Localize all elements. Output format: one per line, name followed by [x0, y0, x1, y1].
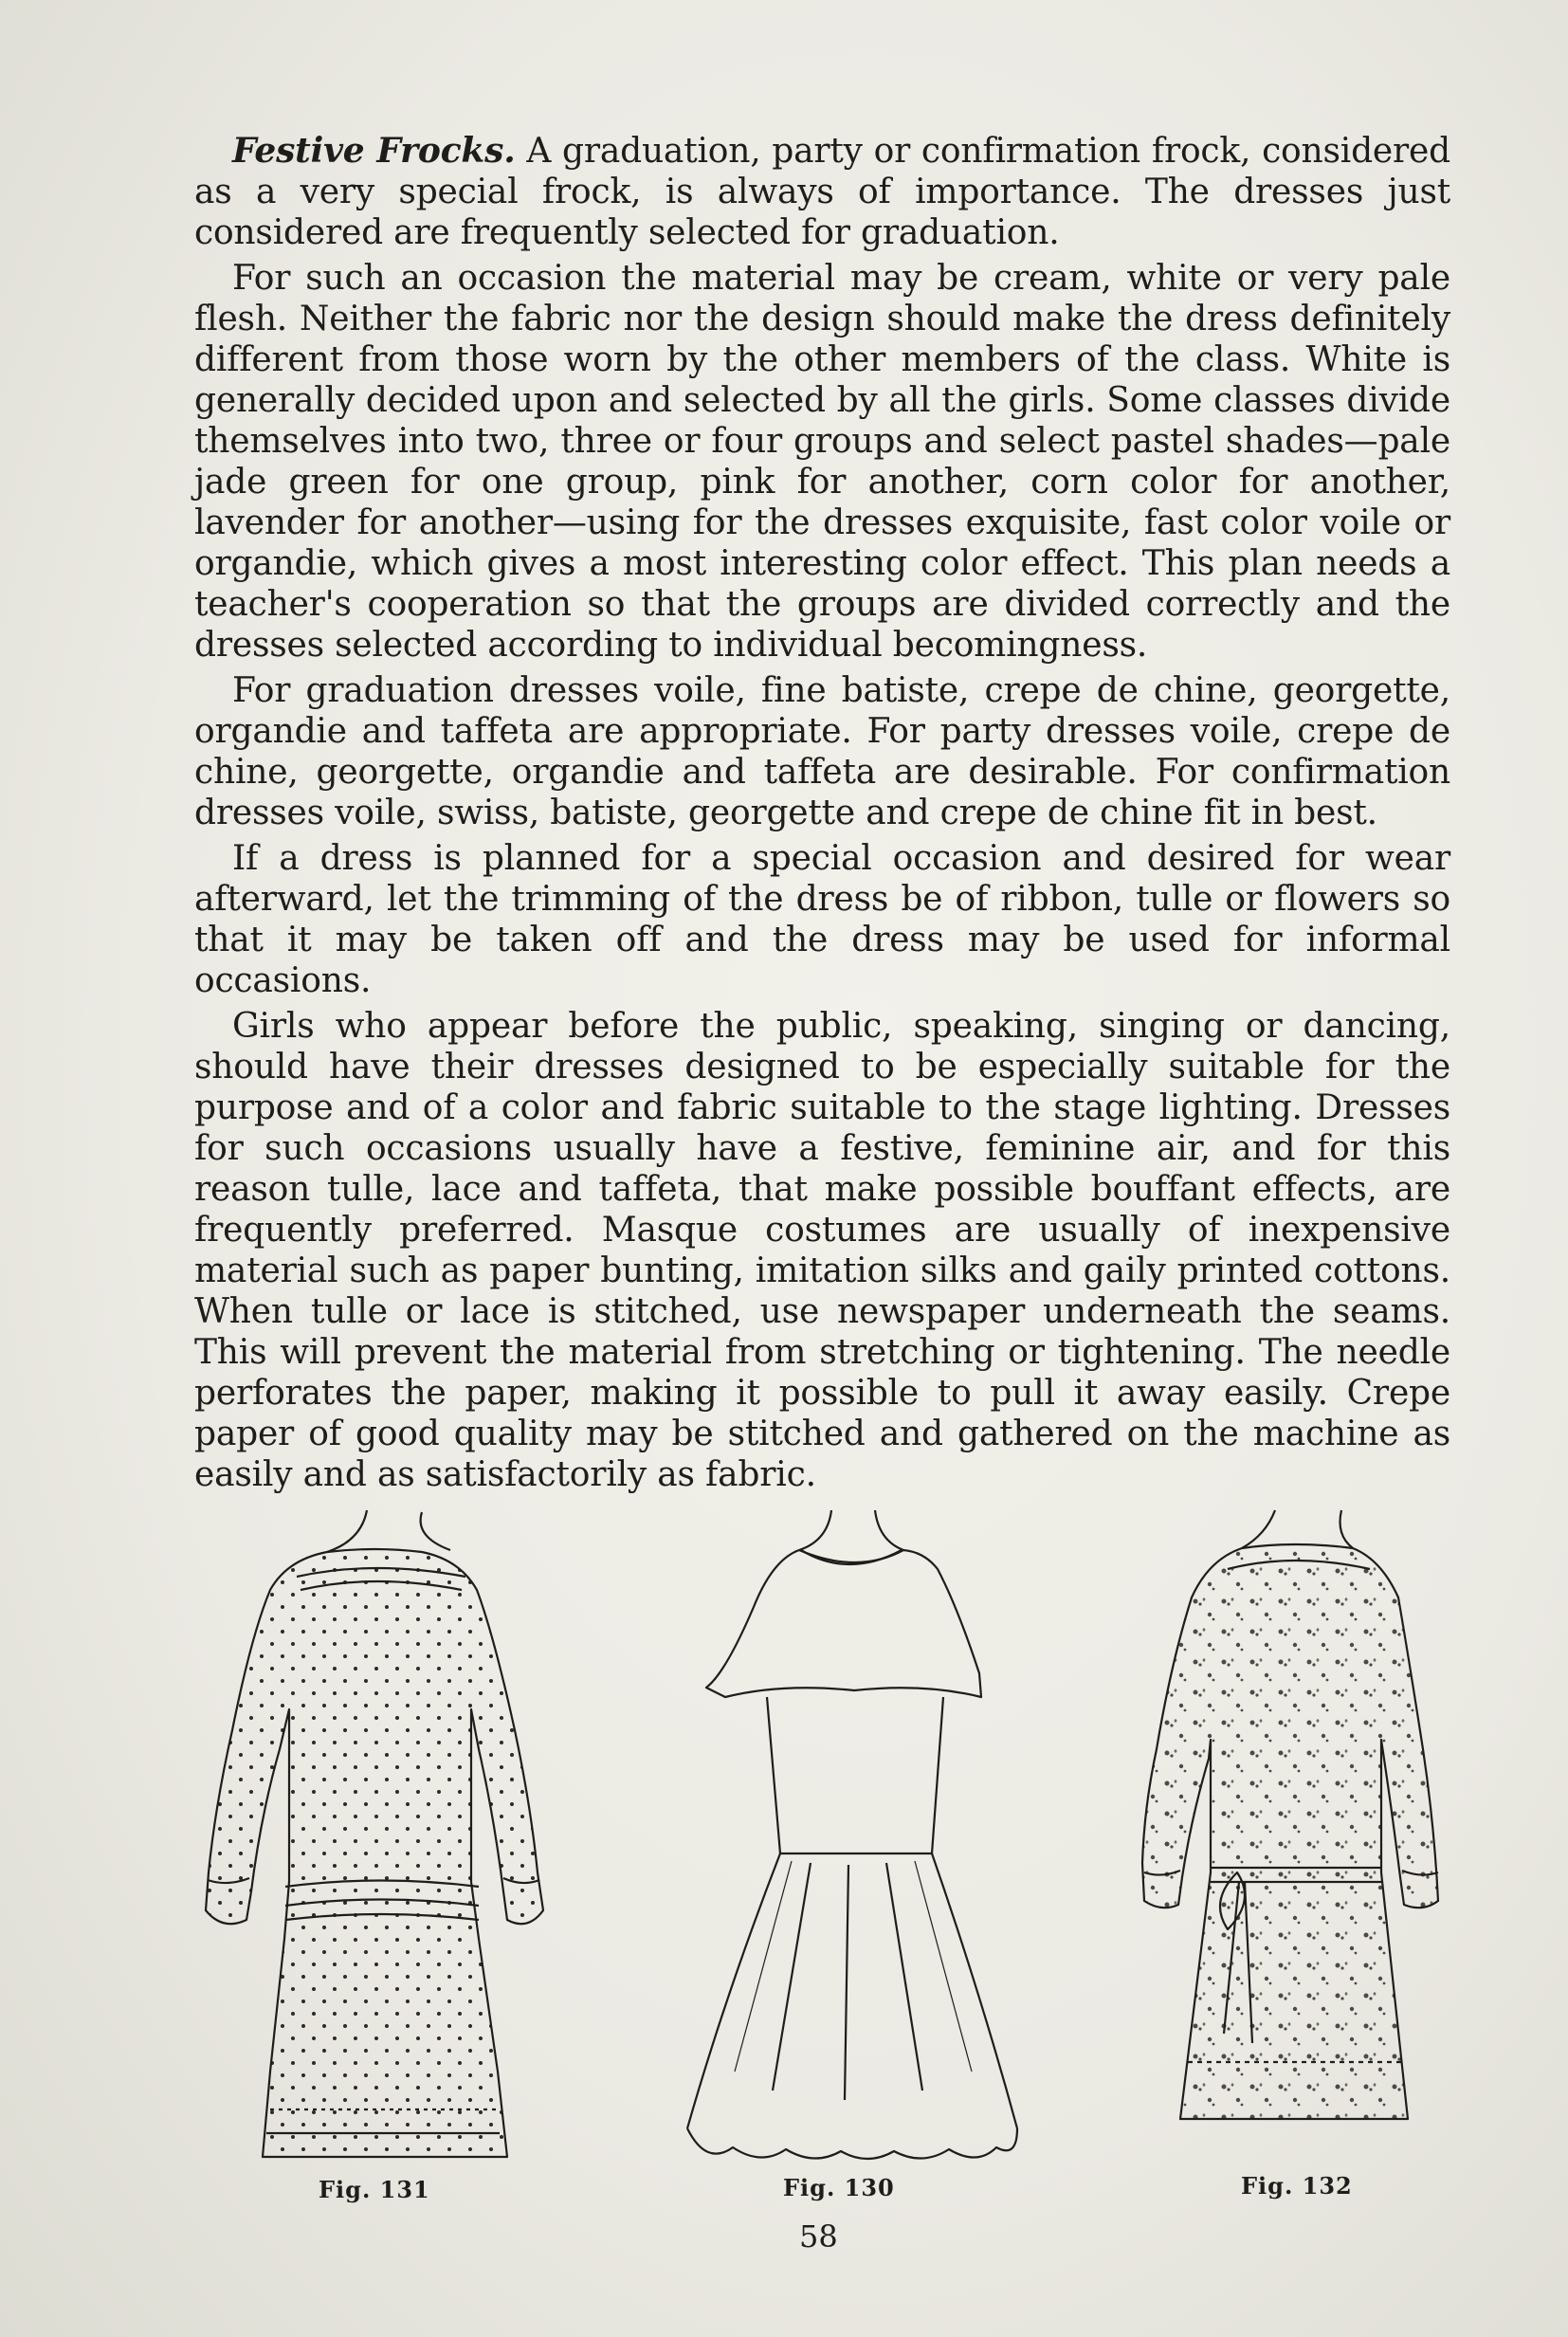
section-heading: Festive Frocks.	[232, 131, 516, 171]
figure-caption: Fig. 131	[319, 2176, 430, 2203]
caped-scalloped-hem-dress-illustration	[668, 1503, 1029, 2166]
body-text	[194, 131, 1450, 1500]
paragraph-stage-dresses: Girls who appear before the public, speaking, singing or dancing, should have their dresses designed to be especially suitable for the purpose and of a color and fabric suitable to the stage lighting. Dresses for such occasions usually have a festive, feminine air, and for this reason tulle, lace and taffeta, that make possible bouffant effects, are frequently preferred. Masque costumes are usually of inexpensive material such as paper bunting, imitation silks and gaily printed cottons. When tulle or lace is stitched, use newspaper underneath the seams. This will prevent the material from stretching or tightening. The needle perforates the paper, making it possible to pull it away easily. Crepe paper of good quality may be stitched and gathered on the machine as easily and as satisfactorily as fabric.	[194, 1007, 1450, 1494]
page-number: 58	[799, 2218, 838, 2255]
paragraph-fabrics: For graduation dresses voile, fine batiste, crepe de chine, georgette, organdie and taffeta are appropriate. For party dresses voile, crepe de chine, georgette, organdie and taffeta are desirable. For confirmation dresses voile, swiss, batiste, georgette and crepe de chine fit in best.	[194, 671, 1450, 832]
paragraph-trimming: If a dress is planned for a special occasion and desired for wear afterward, let the trimming of the dress be of ribbon, tulle or flowers so that it may be taken off and the dress may be used for informal occasions.	[194, 839, 1450, 1000]
figure-caption: Fig. 130	[783, 2174, 895, 2201]
paragraph-text: A graduation, party or confirmation frock, considered as a very special frock, is always of importance. The dresses just considered are frequently selected for graduation.	[194, 132, 1450, 252]
paragraph-festive-frocks	[194, 131, 1450, 253]
figure-caption: Fig. 132	[1241, 2172, 1353, 2200]
paragraph-material: For such an occasion the material may be cream, white or very pale flesh. Neither the fabric nor the design should make the dress definitely different from those worn by the other members of the class. White is generally decided upon and selected by all the girls. Some classes divide themselves into two, three or four groups and select pastel shades—pale jade green for one group, pink for another, corn color for another, lavender for another—using for the dresses exquisite, fast color voile or organdie, which gives a most interesting color effect. This plan needs a teacher's cooperation so that the groups are divided correctly and the dresses selected according to individual becomingness.	[194, 259, 1450, 665]
floral-print-sash-dress-illustration	[1133, 1503, 1446, 2166]
dotted-drop-waist-dress-illustration	[194, 1503, 555, 2166]
